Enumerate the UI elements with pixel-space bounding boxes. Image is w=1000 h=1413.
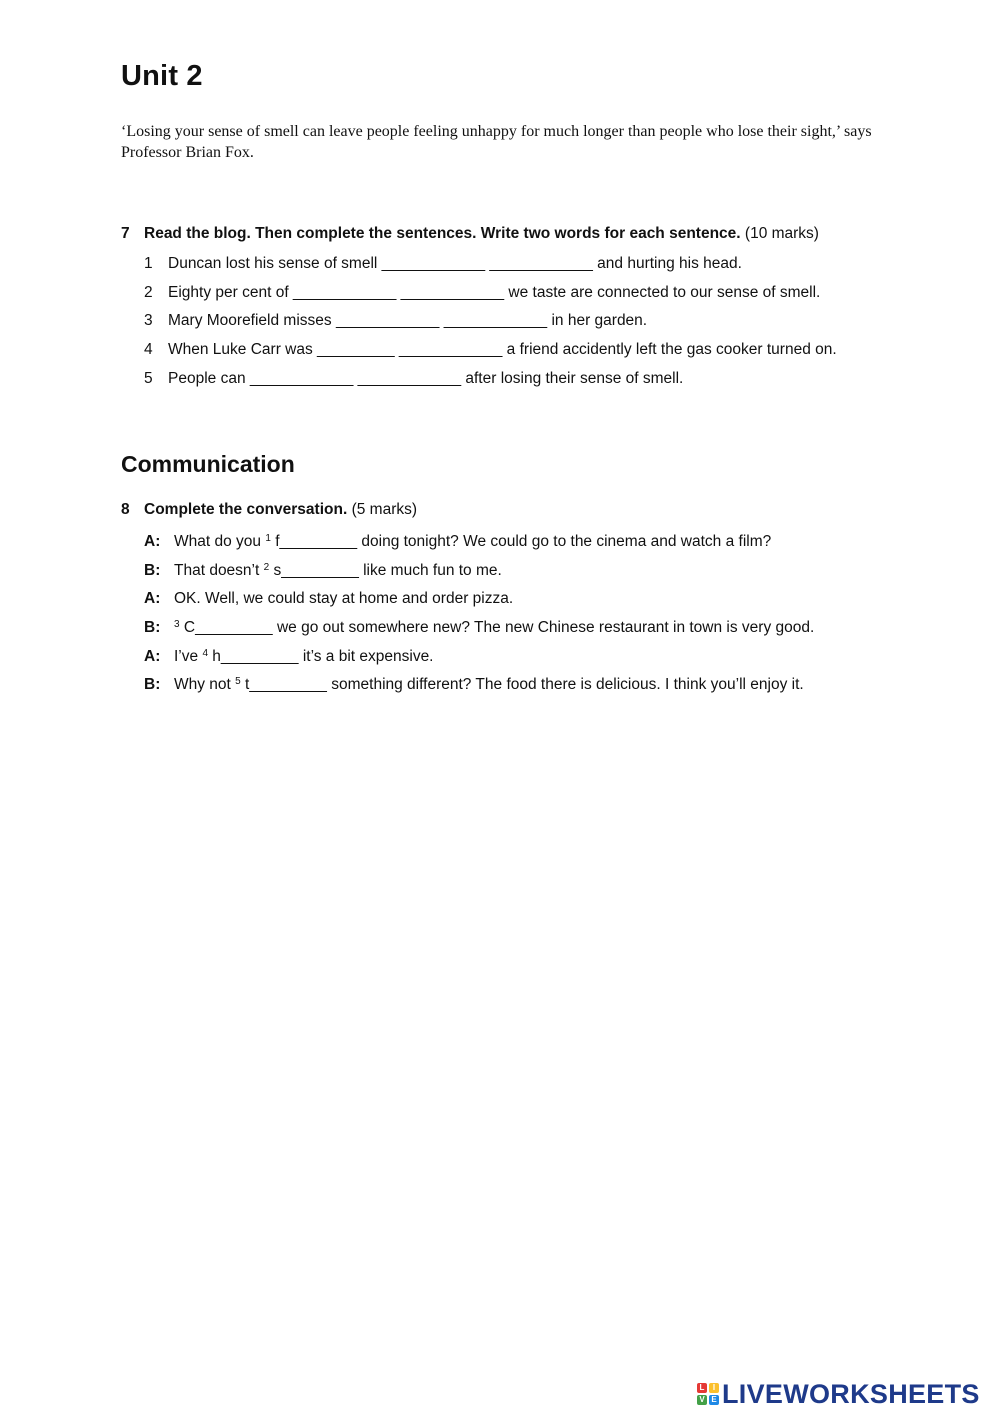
line-text: t_________ something different? The food there is delicious. I think you’ll enjoy it. bbox=[240, 676, 804, 694]
unit-title: Unit 2 bbox=[121, 60, 203, 92]
item-number: 3 bbox=[144, 312, 153, 330]
dialogue-line bbox=[144, 530, 884, 553]
exercise-instruction: Complete the conversation. bbox=[144, 501, 348, 518]
conversation bbox=[144, 530, 884, 702]
logo-text: LIVEWORKSHEETS bbox=[722, 1378, 980, 1409]
item-number: 1 bbox=[144, 255, 153, 272]
list-item bbox=[144, 338, 884, 361]
gap-number: 2 bbox=[263, 561, 270, 573]
dialogue-line bbox=[144, 616, 884, 639]
gap-number: 5 bbox=[235, 676, 241, 688]
logo-letter: V bbox=[697, 1395, 707, 1405]
exercise-instruction: Read the blog. Then complete the sentences. Write two words for each sentence. bbox=[144, 225, 741, 242]
section-title-communication: Communication bbox=[121, 451, 295, 477]
list-item bbox=[144, 367, 884, 390]
item-number: 5 bbox=[144, 369, 153, 387]
exercise-number: 7 bbox=[121, 225, 130, 242]
item-text: Eighty per cent of ____________ ____________ we taste are connected to our sense of smell. bbox=[168, 283, 821, 301]
item-text: Duncan lost his sense of smell ____________ ____________ and hurting his head. bbox=[168, 255, 742, 272]
exercise-7-items bbox=[144, 252, 884, 395]
speaker-label: A: bbox=[144, 590, 161, 608]
speaker-label: A: bbox=[144, 533, 161, 550]
speaker-label: B: bbox=[144, 561, 161, 579]
line-text: C_________ we go out somewhere new? The new Chinese restaurant in town is very good. bbox=[179, 619, 815, 637]
item-text: When Luke Carr was _________ ____________ a friend accidently left the gas cooker turned on. bbox=[168, 341, 837, 359]
line-text: That doesn’t bbox=[174, 561, 264, 579]
exercise-number: 8 bbox=[121, 501, 130, 518]
line-text: I’ve bbox=[174, 647, 203, 665]
item-number: 2 bbox=[144, 283, 153, 301]
dialogue-line bbox=[144, 645, 884, 668]
dialogue-line bbox=[144, 673, 884, 696]
gap-number: 3 bbox=[174, 619, 180, 631]
gap-number: 1 bbox=[265, 533, 271, 544]
exercise-marks: (10 marks) bbox=[744, 225, 819, 242]
liveworksheets-logo[interactable] bbox=[697, 1378, 980, 1410]
line-text: s_________ like much fun to me. bbox=[269, 561, 502, 579]
exercise-marks: (5 marks) bbox=[351, 501, 418, 518]
item-number: 4 bbox=[144, 341, 153, 359]
exercise-8-heading bbox=[121, 500, 417, 520]
logo-letter: I bbox=[709, 1383, 719, 1393]
list-item bbox=[144, 252, 884, 275]
item-text: Mary Moorefield misses ____________ ____________ in her garden. bbox=[168, 312, 648, 330]
dialogue-line bbox=[144, 587, 884, 610]
list-item bbox=[144, 281, 884, 304]
speaker-label: B: bbox=[144, 619, 161, 637]
line-text: Why not bbox=[174, 676, 236, 694]
logo-mark-icon bbox=[697, 1383, 719, 1405]
intro-quote: ‘Losing your sense of smell can leave people feeling unhappy for much longer than people who lose their sight,’ says Professor Brian Fox. bbox=[121, 123, 872, 161]
speaker-label: A: bbox=[144, 647, 161, 665]
line-text: h_________ it’s a bit expensive. bbox=[208, 647, 434, 665]
line-text: OK. Well, we could stay at home and order pizza. bbox=[174, 590, 514, 608]
line-text: f_________ doing tonight? We could go to the cinema and watch a film? bbox=[270, 533, 772, 550]
item-text: People can ____________ ____________ after losing their sense of smell. bbox=[168, 369, 684, 387]
speaker-label: B: bbox=[144, 676, 161, 694]
dialogue-line bbox=[144, 559, 884, 582]
gap-number: 4 bbox=[202, 647, 208, 659]
logo-letter: L bbox=[697, 1383, 707, 1393]
logo-letter: E bbox=[709, 1395, 719, 1405]
line-text: What do you bbox=[174, 533, 266, 550]
exercise-7-heading bbox=[121, 224, 819, 244]
list-item bbox=[144, 309, 884, 332]
